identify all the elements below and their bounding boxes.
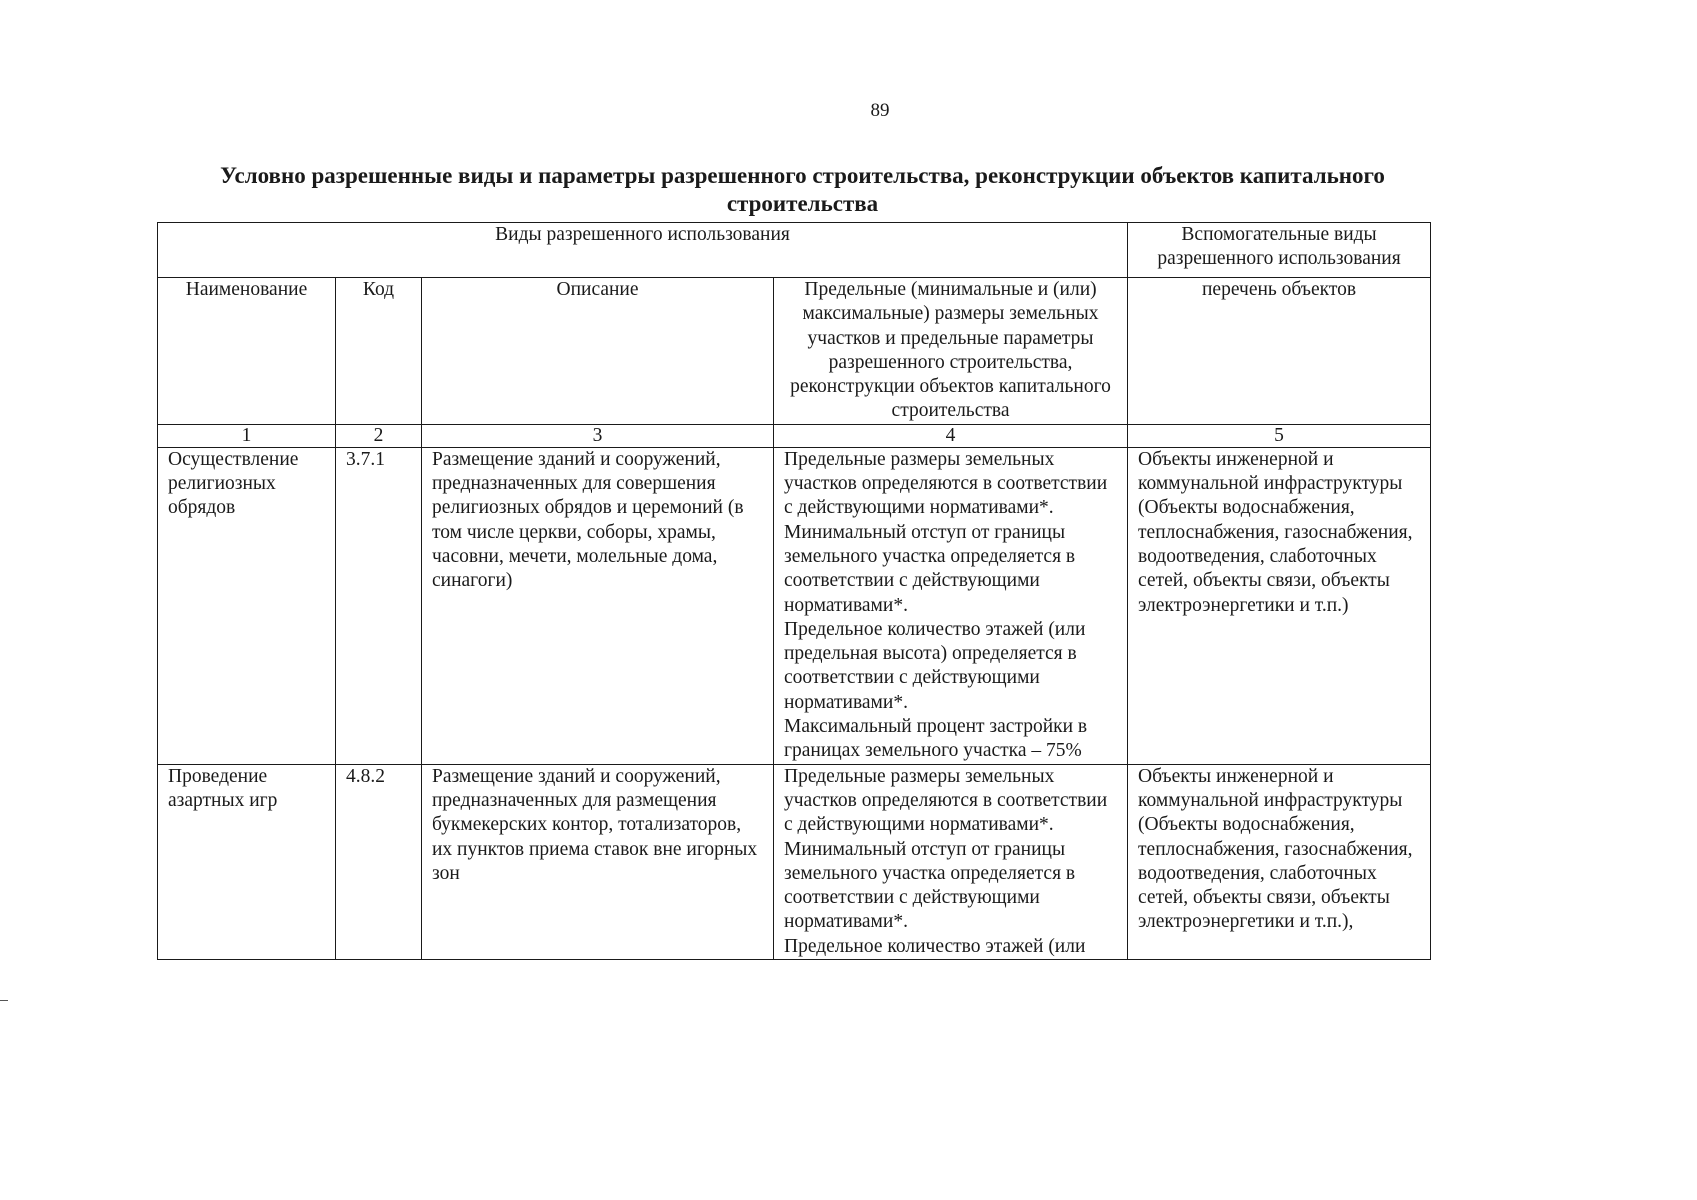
table-row [158, 764, 1431, 959]
column-header-name: Наименование [158, 278, 336, 425]
table-column-number-row [158, 424, 1431, 447]
page-number: 89 [870, 100, 890, 121]
cell-objects: Объекты инженерной и коммунальной инфраструктуры (Объекты водоснабжения, теплоснабжения, газоснабжения, водоотведения, слаботочных сетей, объекты связи, объекты электроэнергетики и т.п.) [1128, 447, 1431, 764]
table-column-header-row [158, 278, 1431, 425]
cell-code: 4.8.2 [336, 764, 422, 959]
scan-edge-mark [0, 1000, 8, 1001]
column-header-limits: Предельные (минимальные и (или) максимальные) размеры земельных участков и предельные параметры разрешенного строительства, реконструкции объектов капитального строительства [774, 278, 1128, 425]
document-title: Условно разрешенные виды и параметры разрешенного строительства, реконструкции объектов капитального строительства [220, 163, 1385, 216]
cell-objects: Объекты инженерной и коммунальной инфраструктуры (Объекты водоснабжения, теплоснабжения, газоснабжения, водоотведения, слаботочных сетей, объекты связи, объекты электроэнергетики и т.п.), [1128, 764, 1431, 959]
column-number: 3 [422, 424, 774, 447]
column-number: 5 [1128, 424, 1431, 447]
cell-limits: Предельные размеры земельных участков определяются в соответствии с действующими нормативами*. Минимальный отступ от границы земельного участка определяется в соответствии с действующими нормативами*. Предельное количество этажей (или предельная высота) определяется в соответствии с действующими нормативами*. Максимальный процент застройки в границах земельного участка – 75% [774, 447, 1128, 764]
cell-name: Осуществление религиозных обрядов [158, 447, 336, 764]
table-row [158, 447, 1431, 764]
group-header-main: Виды разрешенного использования [158, 223, 1128, 278]
column-header-description: Описание [422, 278, 774, 425]
cell-code: 3.7.1 [336, 447, 422, 764]
column-header-objects: перечень объектов [1128, 278, 1431, 425]
cell-name: Проведение азартных игр [158, 764, 336, 959]
table-group-header-row [158, 223, 1431, 278]
cell-limits: Предельные размеры земельных участков определяются в соответствии с действующими нормативами*. Минимальный отступ от границы земельного участка определяется в соответствии с действующими нормативами*. Предельное количество этажей (или [774, 764, 1128, 959]
column-number: 2 [336, 424, 422, 447]
column-number: 4 [774, 424, 1128, 447]
column-header-code: Код [336, 278, 422, 425]
cell-description: Размещение зданий и сооружений, предназначенных для совершения религиозных обрядов и церемоний (в том числе церкви, соборы, храмы, часовни, мечети, молельные дома, синагоги) [422, 447, 774, 764]
group-header-aux: Вспомогательные виды разрешенного использования [1128, 223, 1431, 278]
permitted-use-table [157, 222, 1431, 960]
cell-description: Размещение зданий и сооружений, предназначенных для размещения букмекерских контор, тотализаторов, их пунктов приема ставок вне игорных зон [422, 764, 774, 959]
column-number: 1 [158, 424, 336, 447]
